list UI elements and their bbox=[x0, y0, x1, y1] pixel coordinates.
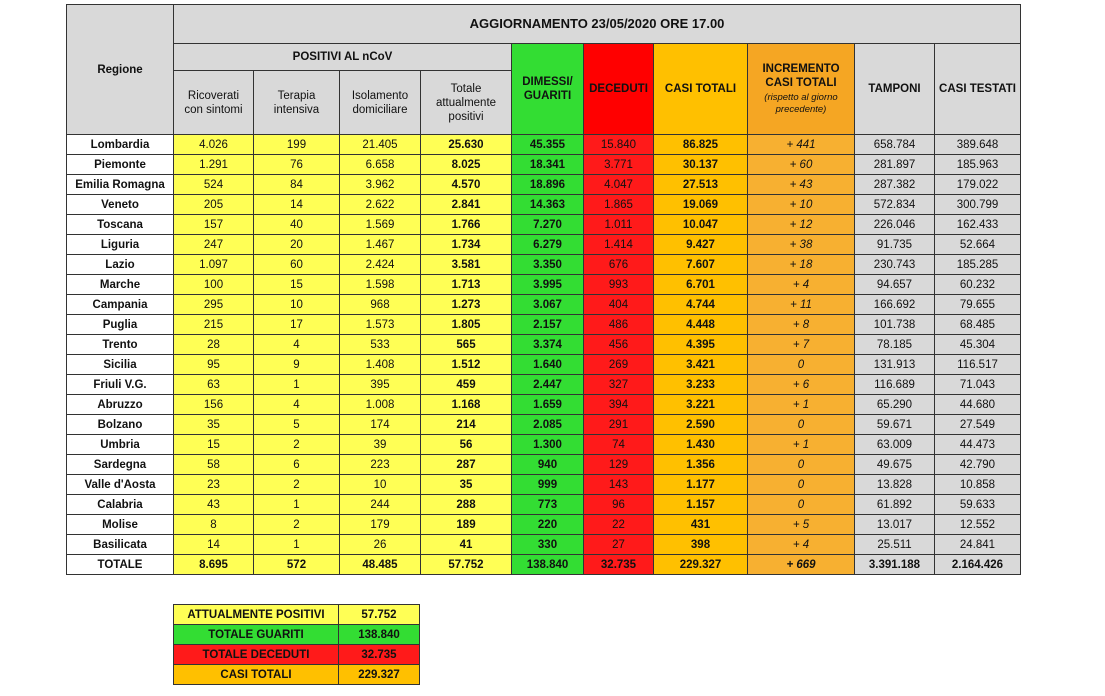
cell-tamponi: 3.391.188 bbox=[855, 555, 935, 575]
summary-row bbox=[174, 665, 420, 685]
cell-terapia: 4 bbox=[254, 335, 340, 355]
cell-tamponi: 49.675 bbox=[855, 455, 935, 475]
cell-casi-totali: 6.701 bbox=[654, 275, 748, 295]
cell-casi-testati: 42.790 bbox=[935, 455, 1021, 475]
cell-terapia: 84 bbox=[254, 175, 340, 195]
cell-regione: Puglia bbox=[67, 315, 174, 335]
cell-casi-testati: 300.799 bbox=[935, 195, 1021, 215]
cell-dimessi: 330 bbox=[512, 535, 584, 555]
table-row bbox=[67, 515, 1021, 535]
cell-regione: Lazio bbox=[67, 255, 174, 275]
cell-dimessi: 7.270 bbox=[512, 215, 584, 235]
cell-dimessi: 3.374 bbox=[512, 335, 584, 355]
cell-terapia: 9 bbox=[254, 355, 340, 375]
summary-value: 138.840 bbox=[339, 625, 420, 645]
cell-dimessi: 3.067 bbox=[512, 295, 584, 315]
summary-row bbox=[174, 625, 420, 645]
cell-ricoverati: 8.695 bbox=[174, 555, 254, 575]
cell-terapia: 6 bbox=[254, 455, 340, 475]
cell-terapia: 199 bbox=[254, 135, 340, 155]
cell-isolamento: 533 bbox=[340, 335, 421, 355]
cell-ricoverati: 95 bbox=[174, 355, 254, 375]
cell-totale-positivi: 41 bbox=[421, 535, 512, 555]
cell-isolamento: 1.008 bbox=[340, 395, 421, 415]
cell-tamponi: 131.913 bbox=[855, 355, 935, 375]
cell-casi-testati: 60.232 bbox=[935, 275, 1021, 295]
cell-terapia: 10 bbox=[254, 295, 340, 315]
cell-incremento: + 7 bbox=[748, 335, 855, 355]
table-row bbox=[67, 455, 1021, 475]
cell-ricoverati: 1.097 bbox=[174, 255, 254, 275]
cell-tamponi: 166.692 bbox=[855, 295, 935, 315]
cell-regione: Piemonte bbox=[67, 155, 174, 175]
cell-casi-testati: 185.285 bbox=[935, 255, 1021, 275]
table-row bbox=[67, 535, 1021, 555]
cell-terapia: 2 bbox=[254, 435, 340, 455]
cell-casi-testati: 45.304 bbox=[935, 335, 1021, 355]
cell-terapia: 1 bbox=[254, 375, 340, 395]
table-row bbox=[67, 435, 1021, 455]
cell-casi-totali: 27.513 bbox=[654, 175, 748, 195]
cell-totale-positivi: 1.168 bbox=[421, 395, 512, 415]
header-positivi-group: POSITIVI AL nCoV bbox=[174, 44, 512, 71]
cell-tamponi: 281.897 bbox=[855, 155, 935, 175]
cell-totale-positivi: 565 bbox=[421, 335, 512, 355]
cell-tamponi: 230.743 bbox=[855, 255, 935, 275]
cell-regione: Umbria bbox=[67, 435, 174, 455]
cell-casi-totali: 3.233 bbox=[654, 375, 748, 395]
cell-regione: Campania bbox=[67, 295, 174, 315]
cell-casi-totali: 1.177 bbox=[654, 475, 748, 495]
cell-isolamento: 1.569 bbox=[340, 215, 421, 235]
cell-regione: Liguria bbox=[67, 235, 174, 255]
cell-dimessi: 999 bbox=[512, 475, 584, 495]
header-dimessi: DIMESSI/ GUARITI bbox=[512, 44, 584, 135]
cell-isolamento: 39 bbox=[340, 435, 421, 455]
cell-isolamento: 6.658 bbox=[340, 155, 421, 175]
cell-deceduti: 22 bbox=[584, 515, 654, 535]
cell-ricoverati: 1.291 bbox=[174, 155, 254, 175]
cell-casi-totali: 431 bbox=[654, 515, 748, 535]
cell-totale-positivi: 1.805 bbox=[421, 315, 512, 335]
cell-tamponi: 116.689 bbox=[855, 375, 935, 395]
cell-deceduti: 327 bbox=[584, 375, 654, 395]
cell-terapia: 1 bbox=[254, 535, 340, 555]
cell-ricoverati: 43 bbox=[174, 495, 254, 515]
cell-isolamento: 21.405 bbox=[340, 135, 421, 155]
cell-casi-testati: 185.963 bbox=[935, 155, 1021, 175]
table-row bbox=[67, 415, 1021, 435]
cell-isolamento: 1.598 bbox=[340, 275, 421, 295]
cell-deceduti: 143 bbox=[584, 475, 654, 495]
table-row bbox=[67, 395, 1021, 415]
cell-tamponi: 61.892 bbox=[855, 495, 935, 515]
cell-regione: Marche bbox=[67, 275, 174, 295]
cell-regione: Valle d'Aosta bbox=[67, 475, 174, 495]
cell-regione: Bolzano bbox=[67, 415, 174, 435]
cell-casi-totali: 4.448 bbox=[654, 315, 748, 335]
cell-deceduti: 404 bbox=[584, 295, 654, 315]
cell-regione: Emilia Romagna bbox=[67, 175, 174, 195]
header-regione: Regione bbox=[67, 5, 174, 135]
cell-deceduti: 1.865 bbox=[584, 195, 654, 215]
cell-deceduti: 96 bbox=[584, 495, 654, 515]
cell-tamponi: 91.735 bbox=[855, 235, 935, 255]
summary-value: 229.327 bbox=[339, 665, 420, 685]
cell-dimessi: 138.840 bbox=[512, 555, 584, 575]
cell-deceduti: 15.840 bbox=[584, 135, 654, 155]
cell-isolamento: 10 bbox=[340, 475, 421, 495]
cell-totale-positivi: 4.570 bbox=[421, 175, 512, 195]
header-ricoverati: Ricoverati con sintomi bbox=[174, 71, 254, 135]
table-row bbox=[67, 495, 1021, 515]
cell-casi-totali: 1.356 bbox=[654, 455, 748, 475]
cell-totale-positivi: 288 bbox=[421, 495, 512, 515]
cell-ricoverati: 4.026 bbox=[174, 135, 254, 155]
cell-terapia: 14 bbox=[254, 195, 340, 215]
cell-dimessi: 45.355 bbox=[512, 135, 584, 155]
summary-label: CASI TOTALI bbox=[174, 665, 339, 685]
cell-incremento: + 1 bbox=[748, 435, 855, 455]
cell-ricoverati: 247 bbox=[174, 235, 254, 255]
cell-incremento: + 441 bbox=[748, 135, 855, 155]
header-incremento: INCREMENTO CASI TOTALI (rispetto al giorno precedente) bbox=[748, 44, 855, 135]
summary-label: TOTALE GUARITI bbox=[174, 625, 339, 645]
cell-totale-positivi: 1.766 bbox=[421, 215, 512, 235]
cell-deceduti: 1.011 bbox=[584, 215, 654, 235]
cell-dimessi: 3.995 bbox=[512, 275, 584, 295]
cell-regione: Toscana bbox=[67, 215, 174, 235]
cell-terapia: 2 bbox=[254, 475, 340, 495]
cell-casi-testati: 27.549 bbox=[935, 415, 1021, 435]
cell-ricoverati: 524 bbox=[174, 175, 254, 195]
cell-isolamento: 2.622 bbox=[340, 195, 421, 215]
cell-casi-testati: 2.164.426 bbox=[935, 555, 1021, 575]
cell-deceduti: 394 bbox=[584, 395, 654, 415]
cell-incremento: + 12 bbox=[748, 215, 855, 235]
cell-ricoverati: 295 bbox=[174, 295, 254, 315]
cell-isolamento: 179 bbox=[340, 515, 421, 535]
summary-value: 32.735 bbox=[339, 645, 420, 665]
cell-dimessi: 14.363 bbox=[512, 195, 584, 215]
summary-row bbox=[174, 645, 420, 665]
cell-casi-totali: 229.327 bbox=[654, 555, 748, 575]
cell-terapia: 76 bbox=[254, 155, 340, 175]
cell-deceduti: 4.047 bbox=[584, 175, 654, 195]
table-row bbox=[67, 295, 1021, 315]
cell-dimessi: 2.157 bbox=[512, 315, 584, 335]
summary-row bbox=[174, 605, 420, 625]
cell-terapia: 572 bbox=[254, 555, 340, 575]
cell-casi-totali: 3.221 bbox=[654, 395, 748, 415]
cell-incremento: + 43 bbox=[748, 175, 855, 195]
cell-tamponi: 658.784 bbox=[855, 135, 935, 155]
cell-ricoverati: 100 bbox=[174, 275, 254, 295]
total-row bbox=[67, 555, 1021, 575]
summary-label: TOTALE DECEDUTI bbox=[174, 645, 339, 665]
cell-deceduti: 993 bbox=[584, 275, 654, 295]
cell-isolamento: 1.408 bbox=[340, 355, 421, 375]
cell-tamponi: 94.657 bbox=[855, 275, 935, 295]
cell-incremento: + 6 bbox=[748, 375, 855, 395]
cell-tamponi: 13.828 bbox=[855, 475, 935, 495]
cell-casi-testati: 68.485 bbox=[935, 315, 1021, 335]
cell-tamponi: 25.511 bbox=[855, 535, 935, 555]
cell-incremento: 0 bbox=[748, 495, 855, 515]
cell-totale-positivi: 2.841 bbox=[421, 195, 512, 215]
cell-deceduti: 1.414 bbox=[584, 235, 654, 255]
cell-regione: Veneto bbox=[67, 195, 174, 215]
cell-incremento: + 1 bbox=[748, 395, 855, 415]
covid-regional-table bbox=[66, 4, 1021, 575]
cell-casi-totali: 4.744 bbox=[654, 295, 748, 315]
cell-ricoverati: 14 bbox=[174, 535, 254, 555]
cell-dimessi: 1.640 bbox=[512, 355, 584, 375]
cell-casi-totali: 2.590 bbox=[654, 415, 748, 435]
cell-regione: Molise bbox=[67, 515, 174, 535]
cell-deceduti: 27 bbox=[584, 535, 654, 555]
cell-casi-totali: 398 bbox=[654, 535, 748, 555]
cell-deceduti: 486 bbox=[584, 315, 654, 335]
cell-isolamento: 968 bbox=[340, 295, 421, 315]
cell-ricoverati: 8 bbox=[174, 515, 254, 535]
cell-dimessi: 1.300 bbox=[512, 435, 584, 455]
cell-regione: Calabria bbox=[67, 495, 174, 515]
cell-tamponi: 78.185 bbox=[855, 335, 935, 355]
cell-casi-testati: 10.858 bbox=[935, 475, 1021, 495]
cell-tamponi: 63.009 bbox=[855, 435, 935, 455]
cell-incremento: + 8 bbox=[748, 315, 855, 335]
cell-incremento: + 38 bbox=[748, 235, 855, 255]
cell-terapia: 60 bbox=[254, 255, 340, 275]
cell-tamponi: 59.671 bbox=[855, 415, 935, 435]
cell-isolamento: 395 bbox=[340, 375, 421, 395]
cell-casi-testati: 389.648 bbox=[935, 135, 1021, 155]
cell-totale-positivi: 214 bbox=[421, 415, 512, 435]
cell-casi-testati: 52.664 bbox=[935, 235, 1021, 255]
cell-deceduti: 32.735 bbox=[584, 555, 654, 575]
cell-casi-testati: 24.841 bbox=[935, 535, 1021, 555]
cell-ricoverati: 15 bbox=[174, 435, 254, 455]
cell-totale-positivi: 56 bbox=[421, 435, 512, 455]
table-row bbox=[67, 155, 1021, 175]
cell-terapia: 15 bbox=[254, 275, 340, 295]
cell-totale-positivi: 57.752 bbox=[421, 555, 512, 575]
cell-terapia: 4 bbox=[254, 395, 340, 415]
cell-casi-testati: 71.043 bbox=[935, 375, 1021, 395]
summary-label: ATTUALMENTE POSITIVI bbox=[174, 605, 339, 625]
cell-isolamento: 2.424 bbox=[340, 255, 421, 275]
cell-dimessi: 940 bbox=[512, 455, 584, 475]
cell-terapia: 20 bbox=[254, 235, 340, 255]
cell-tamponi: 13.017 bbox=[855, 515, 935, 535]
cell-incremento: + 10 bbox=[748, 195, 855, 215]
cell-ricoverati: 157 bbox=[174, 215, 254, 235]
cell-deceduti: 456 bbox=[584, 335, 654, 355]
cell-incremento: + 4 bbox=[748, 535, 855, 555]
cell-totale-positivi: 8.025 bbox=[421, 155, 512, 175]
cell-isolamento: 3.962 bbox=[340, 175, 421, 195]
cell-casi-totali: 19.069 bbox=[654, 195, 748, 215]
cell-incremento: 0 bbox=[748, 475, 855, 495]
header-deceduti: DECEDUTI bbox=[584, 44, 654, 135]
table-row bbox=[67, 335, 1021, 355]
cell-isolamento: 1.573 bbox=[340, 315, 421, 335]
cell-isolamento: 174 bbox=[340, 415, 421, 435]
page-title: AGGIORNAMENTO 23/05/2020 ORE 17.00 bbox=[174, 5, 1021, 44]
summary-value: 57.752 bbox=[339, 605, 420, 625]
cell-casi-totali: 9.427 bbox=[654, 235, 748, 255]
table-row bbox=[67, 475, 1021, 495]
header-casi-testati: CASI TESTATI bbox=[935, 44, 1021, 135]
cell-totale-positivi: 25.630 bbox=[421, 135, 512, 155]
cell-isolamento: 223 bbox=[340, 455, 421, 475]
cell-regione: Lombardia bbox=[67, 135, 174, 155]
cell-incremento: + 669 bbox=[748, 555, 855, 575]
cell-terapia: 2 bbox=[254, 515, 340, 535]
header-casi-totali: CASI TOTALI bbox=[654, 44, 748, 135]
cell-regione: Sardegna bbox=[67, 455, 174, 475]
cell-casi-totali: 3.421 bbox=[654, 355, 748, 375]
cell-deceduti: 269 bbox=[584, 355, 654, 375]
cell-casi-totali: 4.395 bbox=[654, 335, 748, 355]
summary-table bbox=[173, 604, 420, 685]
header-tamponi: TAMPONI bbox=[855, 44, 935, 135]
cell-deceduti: 74 bbox=[584, 435, 654, 455]
header-isolamento: Isolamento domiciliare bbox=[340, 71, 421, 135]
cell-deceduti: 3.771 bbox=[584, 155, 654, 175]
cell-deceduti: 676 bbox=[584, 255, 654, 275]
cell-totale-positivi: 459 bbox=[421, 375, 512, 395]
cell-casi-totali: 1.430 bbox=[654, 435, 748, 455]
cell-ricoverati: 23 bbox=[174, 475, 254, 495]
cell-dimessi: 3.350 bbox=[512, 255, 584, 275]
cell-ricoverati: 205 bbox=[174, 195, 254, 215]
cell-ricoverati: 58 bbox=[174, 455, 254, 475]
table-row bbox=[67, 215, 1021, 235]
cell-tamponi: 287.382 bbox=[855, 175, 935, 195]
cell-tamponi: 226.046 bbox=[855, 215, 935, 235]
cell-dimessi: 220 bbox=[512, 515, 584, 535]
cell-regione: Friuli V.G. bbox=[67, 375, 174, 395]
cell-regione: TOTALE bbox=[67, 555, 174, 575]
cell-incremento: + 4 bbox=[748, 275, 855, 295]
cell-dimessi: 773 bbox=[512, 495, 584, 515]
table-row bbox=[67, 315, 1021, 335]
cell-isolamento: 1.467 bbox=[340, 235, 421, 255]
cell-regione: Abruzzo bbox=[67, 395, 174, 415]
cell-incremento: 0 bbox=[748, 355, 855, 375]
cell-casi-testati: 44.680 bbox=[935, 395, 1021, 415]
cell-dimessi: 18.341 bbox=[512, 155, 584, 175]
cell-incremento: + 18 bbox=[748, 255, 855, 275]
header-terapia: Terapia intensiva bbox=[254, 71, 340, 135]
cell-incremento: 0 bbox=[748, 455, 855, 475]
cell-incremento: + 60 bbox=[748, 155, 855, 175]
header-totale-positivi: Totale attualmente positivi bbox=[421, 71, 512, 135]
cell-casi-totali: 1.157 bbox=[654, 495, 748, 515]
cell-casi-testati: 162.433 bbox=[935, 215, 1021, 235]
cell-dimessi: 2.085 bbox=[512, 415, 584, 435]
cell-totale-positivi: 3.581 bbox=[421, 255, 512, 275]
cell-isolamento: 244 bbox=[340, 495, 421, 515]
cell-terapia: 5 bbox=[254, 415, 340, 435]
cell-deceduti: 129 bbox=[584, 455, 654, 475]
cell-casi-totali: 7.607 bbox=[654, 255, 748, 275]
cell-casi-totali: 10.047 bbox=[654, 215, 748, 235]
cell-ricoverati: 156 bbox=[174, 395, 254, 415]
cell-casi-testati: 79.655 bbox=[935, 295, 1021, 315]
cell-casi-testati: 44.473 bbox=[935, 435, 1021, 455]
cell-totale-positivi: 35 bbox=[421, 475, 512, 495]
cell-isolamento: 26 bbox=[340, 535, 421, 555]
cell-totale-positivi: 1.273 bbox=[421, 295, 512, 315]
cell-totale-positivi: 1.734 bbox=[421, 235, 512, 255]
cell-ricoverati: 63 bbox=[174, 375, 254, 395]
cell-tamponi: 65.290 bbox=[855, 395, 935, 415]
cell-deceduti: 291 bbox=[584, 415, 654, 435]
cell-isolamento: 48.485 bbox=[340, 555, 421, 575]
table-row bbox=[67, 275, 1021, 295]
cell-tamponi: 101.738 bbox=[855, 315, 935, 335]
table-row bbox=[67, 175, 1021, 195]
cell-casi-testati: 179.022 bbox=[935, 175, 1021, 195]
table-row bbox=[67, 355, 1021, 375]
cell-casi-totali: 86.825 bbox=[654, 135, 748, 155]
cell-dimessi: 2.447 bbox=[512, 375, 584, 395]
cell-ricoverati: 215 bbox=[174, 315, 254, 335]
cell-regione: Basilicata bbox=[67, 535, 174, 555]
cell-totale-positivi: 189 bbox=[421, 515, 512, 535]
cell-totale-positivi: 1.512 bbox=[421, 355, 512, 375]
table-row bbox=[67, 135, 1021, 155]
cell-casi-totali: 30.137 bbox=[654, 155, 748, 175]
cell-casi-testati: 59.633 bbox=[935, 495, 1021, 515]
cell-dimessi: 18.896 bbox=[512, 175, 584, 195]
cell-terapia: 17 bbox=[254, 315, 340, 335]
table-body bbox=[67, 135, 1021, 575]
cell-incremento: 0 bbox=[748, 415, 855, 435]
table-row bbox=[67, 375, 1021, 395]
cell-terapia: 40 bbox=[254, 215, 340, 235]
table-row bbox=[67, 235, 1021, 255]
cell-terapia: 1 bbox=[254, 495, 340, 515]
cell-regione: Trento bbox=[67, 335, 174, 355]
table-row bbox=[67, 195, 1021, 215]
cell-tamponi: 572.834 bbox=[855, 195, 935, 215]
cell-incremento: + 11 bbox=[748, 295, 855, 315]
cell-ricoverati: 28 bbox=[174, 335, 254, 355]
cell-ricoverati: 35 bbox=[174, 415, 254, 435]
cell-regione: Sicilia bbox=[67, 355, 174, 375]
cell-casi-testati: 116.517 bbox=[935, 355, 1021, 375]
cell-totale-positivi: 1.713 bbox=[421, 275, 512, 295]
cell-totale-positivi: 287 bbox=[421, 455, 512, 475]
cell-dimessi: 1.659 bbox=[512, 395, 584, 415]
cell-dimessi: 6.279 bbox=[512, 235, 584, 255]
cell-casi-testati: 12.552 bbox=[935, 515, 1021, 535]
table-row bbox=[67, 255, 1021, 275]
cell-incremento: + 5 bbox=[748, 515, 855, 535]
